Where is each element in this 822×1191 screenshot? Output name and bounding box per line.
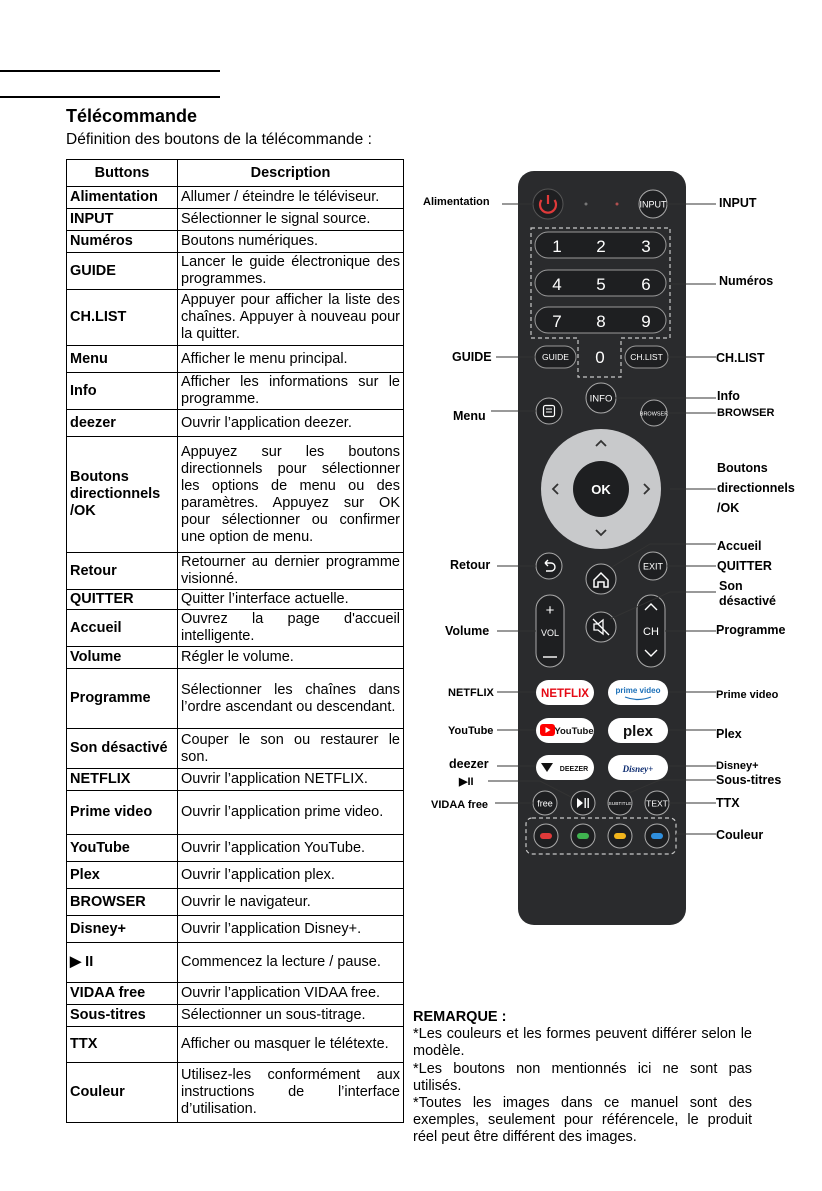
button-description: Ouvrir l’application YouTube. — [178, 835, 404, 862]
button-name: Numéros — [67, 231, 178, 253]
back-button[interactable] — [536, 553, 562, 579]
input-key-label: INPUT — [639, 199, 667, 210]
section-subtitle: Définition des boutons de la télécommande : — [66, 131, 372, 148]
callout-prime: Prime video — [716, 689, 779, 701]
digit-key-7[interactable]: 7 — [552, 312, 562, 331]
digit-key-1[interactable]: 1 — [552, 237, 562, 256]
button-description: Sélectionner un sous-titrage. — [178, 1005, 404, 1027]
remark-line: *Toutes les images dans ce manuel sont des exemples, seulement pour référencele, le produit réel peut être différent des images. — [413, 1095, 752, 1146]
digit-key-0[interactable]: 0 — [595, 348, 605, 367]
button-name: YouTube — [67, 835, 178, 862]
header-buttons: Buttons — [67, 160, 178, 187]
button-name: CH.LIST — [67, 290, 178, 346]
info-key-label: INFO — [589, 393, 613, 405]
remark-line: *Les couleurs et les formes peuvent différer selon le modèle. — [413, 1026, 752, 1060]
button-description: Sélectionner le signal source. — [178, 209, 404, 231]
digit-key-5[interactable]: 5 — [596, 275, 606, 294]
callout-deezer: deezer — [449, 757, 489, 771]
button-name: Info — [67, 373, 178, 410]
button-description: Afficher les informations sur le programme. — [178, 373, 404, 410]
text-key-label: TEXT — [646, 798, 668, 809]
button-name: Retour — [67, 553, 178, 590]
green-key-dot — [577, 833, 589, 839]
callout-dpad-line2: directionnels — [717, 481, 795, 495]
callout-mute-line2: désactivé — [719, 594, 776, 608]
button-name: Prime video — [67, 791, 178, 835]
remark-heading: REMARQUE : — [413, 1009, 507, 1025]
volume-plus-icon: + — [545, 602, 555, 619]
button-name: BROWSER — [67, 889, 178, 916]
digit-key-3[interactable]: 3 — [641, 237, 651, 256]
button-description: Retourner au dernier programme visionné. — [178, 553, 404, 590]
netflix-logo: NETFLIX — [541, 688, 589, 700]
button-description: Sélectionner les chaînes dans l’ordre ascendant ou descendant. — [178, 669, 404, 729]
callout-ttx: TTX — [716, 796, 740, 810]
callout-mute-line1: Son — [719, 579, 743, 593]
led-dot — [585, 203, 588, 206]
button-description: Afficher ou masquer le télétexte. — [178, 1027, 404, 1063]
prime-video-logo: prime video — [615, 686, 661, 695]
button-name: Volume — [67, 647, 178, 669]
button-name: INPUT — [67, 209, 178, 231]
button-name: Programme — [67, 669, 178, 729]
browser-key-label: BROWSER — [639, 411, 669, 418]
button-name: TTX — [67, 1027, 178, 1063]
pause-icon-bar — [585, 798, 586, 808]
vol-key-label: VOL — [540, 628, 560, 638]
button-description: Ouvrez la page d'accueil intelligente. — [178, 610, 404, 647]
plex-logo: plex — [622, 723, 654, 740]
button-description: Couper le son ou restaurer le son. — [178, 729, 404, 769]
button-description: Commencez la lecture / pause. — [178, 943, 404, 983]
red-key-dot — [540, 833, 552, 839]
disney-logo: Disney+ — [622, 764, 654, 774]
header-description: Description — [178, 160, 404, 187]
button-description: Ouvrir l’application plex. — [178, 862, 404, 889]
button-description: Ouvrir l’application prime video. — [178, 791, 404, 835]
button-name: Couleur — [67, 1063, 178, 1123]
button-description: Ouvrir l’application VIDAA free. — [178, 983, 404, 1005]
blue-key-dot — [651, 833, 663, 839]
remark-line: *Les boutons non mentionnés ici ne sont pas utilisés. — [413, 1060, 752, 1094]
callout-plex: Plex — [716, 727, 742, 741]
button-name: Disney+ — [67, 916, 178, 943]
button-description: Appuyer pour afficher la liste des chaînes. Appuyer à nouveau pour la quitter. — [178, 290, 404, 346]
callout-netflix: NETFLIX — [448, 687, 494, 699]
callout-browser: BROWSER — [717, 407, 775, 419]
ch-key-label: CH — [643, 626, 659, 638]
subtitle-key-label: SUBTITLE — [608, 802, 632, 807]
callout-numbers: Numéros — [719, 274, 774, 288]
button-name: Menu — [67, 346, 178, 373]
callout-input: INPUT — [719, 196, 757, 210]
button-name: Alimentation — [67, 187, 178, 209]
button-name: QUITTER — [67, 590, 178, 610]
button-description: Ouvrir l’application deezer. — [178, 410, 404, 437]
callout-menu: Menu — [453, 409, 486, 423]
button-name: NETFLIX — [67, 769, 178, 791]
button-name: ▶ II — [67, 943, 178, 983]
pause-icon-bar — [588, 798, 589, 808]
button-name: Sous-titres — [67, 1005, 178, 1027]
callout-play-pause: ▶II — [459, 776, 474, 788]
button-description: Appuyez sur les boutons directionnels pour sélectionner les options de menu ou des paramètres. Appuyez sur OK pour sélectionner ou confirmer une option de menu. — [178, 437, 404, 553]
menu-button[interactable] — [536, 398, 562, 424]
button-description: Quitter l’interface actuelle. — [178, 590, 404, 610]
remark-note — [413, 1009, 752, 1147]
youtube-logo: YouTube — [554, 726, 594, 737]
callout-dpad-line3: /OK — [717, 501, 740, 515]
exit-key-label: EXIT — [642, 561, 664, 572]
callout-vidaa: VIDAA free — [431, 799, 489, 811]
button-description: Ouvrir l’application Disney+. — [178, 916, 404, 943]
callout-color: Couleur — [716, 828, 764, 842]
callout-power: Alimentation — [423, 196, 490, 208]
callout-volume: Volume — [445, 624, 490, 638]
button-name: Son désactivé — [67, 729, 178, 769]
button-name: Accueil — [67, 610, 178, 647]
digit-key-9[interactable]: 9 — [641, 312, 651, 331]
button-description: Ouvrir le navigateur. — [178, 889, 404, 916]
button-description: Allumer / éteindre le téléviseur. — [178, 187, 404, 209]
home-button[interactable] — [586, 564, 616, 594]
button-description: Lancer le guide électronique des programmes. — [178, 253, 404, 290]
button-name: GUIDE — [67, 253, 178, 290]
callout-guide: GUIDE — [452, 350, 492, 364]
callout-program: Programme — [716, 623, 786, 637]
callout-home: Accueil — [717, 539, 762, 553]
free-key-label: free — [537, 798, 553, 809]
section-title: Télécommande — [66, 106, 198, 126]
button-name: Plex — [67, 862, 178, 889]
callout-subtitle: Sous-titres — [716, 773, 782, 787]
button-description: Boutons numériques. — [178, 231, 404, 253]
callout-disney: Disney+ — [716, 760, 759, 772]
button-description: Ouvrir l’application NETFLIX. — [178, 769, 404, 791]
led-dot-red — [616, 203, 619, 206]
callout-exit: QUITTER — [717, 559, 772, 573]
digit-key-4[interactable]: 4 — [552, 275, 562, 294]
callout-chlist: CH.LIST — [716, 351, 765, 365]
button-description: Régler le volume. — [178, 647, 404, 669]
callout-back: Retour — [450, 558, 491, 572]
digit-key-8[interactable]: 8 — [596, 312, 606, 331]
chlist-key-label: CH.LIST — [630, 352, 663, 362]
button-description: Utilisez-les conformément aux instructions de l’interface d’utilisation. — [178, 1063, 404, 1123]
digit-key-2[interactable]: 2 — [596, 237, 606, 256]
ok-key-label: OK — [591, 482, 611, 497]
button-name: Boutons directionnels /OK — [67, 437, 178, 553]
callout-info: Info — [717, 389, 740, 403]
callout-dpad-line1: Boutons — [717, 461, 768, 475]
digit-key-6[interactable]: 6 — [641, 275, 651, 294]
button-name: VIDAA free — [67, 983, 178, 1005]
callout-youtube: YouTube — [448, 725, 494, 737]
deezer-logo: DEEZER — [559, 766, 589, 773]
guide-key-label: GUIDE — [542, 352, 569, 362]
button-description: Afficher le menu principal. — [178, 346, 404, 373]
yellow-key-dot — [614, 833, 626, 839]
button-name: deezer — [67, 410, 178, 437]
